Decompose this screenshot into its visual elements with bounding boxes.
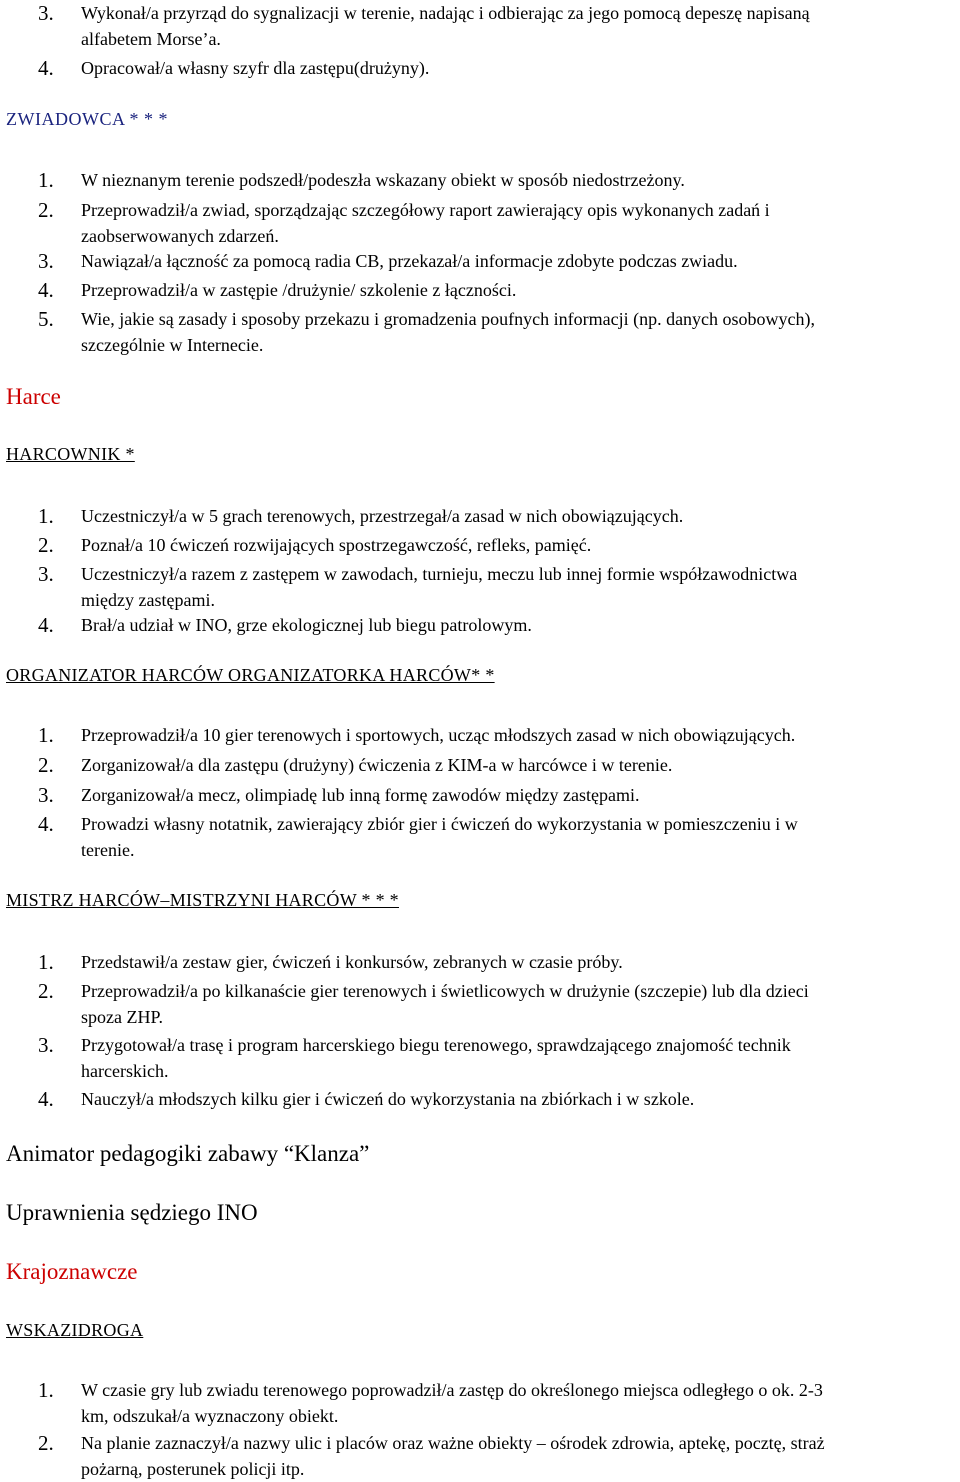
item-text: Przeprowadził/a zwiad, sporządzając szczegółowy raport zawierający opis wykonanych zadań i zaobserwowanych zdarzeń. (81, 200, 770, 246)
section-heading-wskazidroga: WSKAZIDROGA (6, 1320, 144, 1340)
item-number: 1. (38, 1378, 54, 1402)
item-number: 2. (38, 1431, 54, 1455)
item-number: 2. (38, 533, 54, 557)
item-text: Na planie zaznaczył/a nazwy ulic i placów oraz ważne obiekty – ośrodek zdrowia, aptekę, pocztę, straż pożarną, posterunek policji itp. (81, 1433, 825, 1479)
item-text: Uczestniczył/a w 5 grach terenowych, przestrzegał/a zasad w nich obowiązujących. (81, 506, 684, 526)
item-text: Zorganizował/a mecz, olimpiadę lub inną formę zawodów między zastępami. (81, 785, 640, 805)
section-heading-organizator: ORGANIZATOR HARCÓW ORGANIZATORKA HARCÓW* * (6, 665, 495, 685)
item-text: Zorganizował/a dla zastępu (drużyny) ćwiczenia z KIM-a w harcówce i w terenie. (81, 755, 673, 775)
item-number: 1. (38, 723, 54, 747)
item-number: 2. (38, 753, 54, 777)
item-number: 1. (38, 504, 54, 528)
item-text: Brał/a udział w INO, grze ekologicznej lub biegu patrolowym. (81, 615, 532, 635)
item-text: Przygotował/a trasę i program harcerskiego biegu terenowego, sprawdzającego znajomość technik harcerskich. (81, 1035, 791, 1081)
item-number: 1. (38, 950, 54, 974)
item-number: 4. (38, 56, 54, 80)
item-text: Przeprowadził/a w zastępie /drużynie/ szkolenie z łączności. (81, 280, 517, 300)
item-text: Opracował/a własny szyfr dla zastępu(drużyny). (81, 58, 430, 78)
item-text: Uczestniczył/a razem z zastępem w zawodach, turnieju, meczu lub innej formie współzawodnictwa między zastępami. (81, 564, 798, 610)
section-heading-harcownik: HARCOWNIK * (6, 444, 135, 464)
item-text: Przeprowadził/a 10 gier terenowych i sportowych, ucząc młodszych zasad w nich obowiązujących. (81, 725, 796, 745)
item-number: 5. (38, 307, 54, 331)
item-text: Wykonał/a przyrząd do sygnalizacji w terenie, nadając i odbierając za jego pomocą depeszę napisaną alfabetem Morse’a. (81, 3, 810, 49)
section-heading-zwiadowca: ZWIADOWCA * * * (6, 109, 168, 129)
item-text: Prowadzi własny notatnik, zawierający zbiór gier i ćwiczeń do wykorzystania w pomieszczeniu i w terenie. (81, 814, 798, 860)
item-number: 2. (38, 198, 54, 222)
item-number: 1. (38, 168, 54, 192)
item-number: 3. (38, 783, 54, 807)
item-text: Poznał/a 10 ćwiczeń rozwijających spostrzegawczość, refleks, pamięć. (81, 535, 592, 555)
item-text: Przeprowadził/a po kilkanaście gier terenowych i świetlicowych w drużynie (szczepie) lub dla dzieci spoza ZHP. (81, 981, 809, 1027)
item-number: 3. (38, 1, 54, 25)
section-title-animator: Animator pedagogiki zabawy “Klanza” (6, 1141, 370, 1166)
item-text: Wie, jakie są zasady i sposoby przekazu i gromadzenia poufnych informacji (np. danych osobowych), szczególnie w Internecie. (81, 309, 816, 355)
section-title-sedzia: Uprawnienia sędziego INO (6, 1200, 258, 1225)
section-title-krajoznawcze: Krajoznawcze (6, 1259, 138, 1284)
item-text: W czasie gry lub zwiadu terenowego poprowadził/a zastęp do określonego miejsca odległego o ok. 2-3 km, odszukał/a wyznaczony obiekt. (81, 1380, 823, 1426)
item-number: 4. (38, 278, 54, 302)
item-number: 4. (38, 1087, 54, 1111)
item-number: 3. (38, 249, 54, 273)
item-number: 3. (38, 1033, 54, 1057)
item-number: 4. (38, 812, 54, 836)
item-text: Przedstawił/a zestaw gier, ćwiczeń i konkursów, zebranych w czasie próby. (81, 952, 623, 972)
item-text: W nieznanym terenie podszedł/podeszła wskazany obiekt w sposób niedostrzeżony. (81, 170, 685, 190)
section-heading-mistrz: MISTRZ HARCÓW–MISTRZYNI HARCÓW * * * (6, 890, 399, 910)
item-text: Nawiązał/a łączność za pomocą radia CB, przekazał/a informacje zdobyte podczas zwiadu. (81, 251, 738, 271)
section-title-harce: Harce (6, 384, 61, 409)
item-number: 4. (38, 613, 54, 637)
item-number: 3. (38, 562, 54, 586)
item-text: Nauczył/a młodszych kilku gier i ćwiczeń do wykorzystania na zbiórkach i w szkole. (81, 1089, 695, 1109)
item-number: 2. (38, 979, 54, 1003)
